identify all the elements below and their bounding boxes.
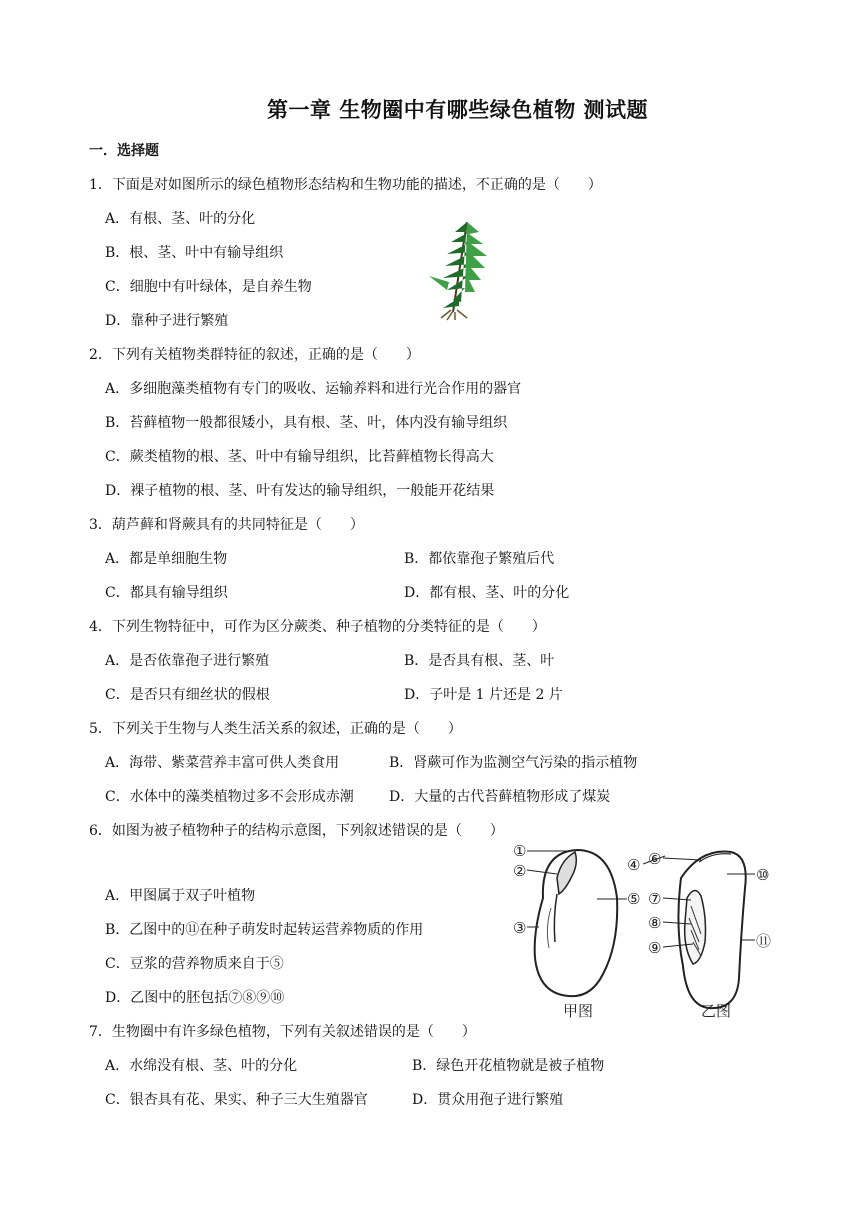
seed-label-2: ②	[513, 862, 527, 880]
question-3-option-d: D．都有根、茎、叶的分化	[404, 585, 570, 601]
question-5-stem: 5．下列关于生物与人类生活关系的叙述，正确的是（ ）	[89, 721, 462, 737]
question-4-option-b: B．是否具有根、茎、叶	[404, 653, 555, 669]
question-2-option-a: A．多细胞藻类植物有专门的吸收、运输养料和进行光合作用的器官	[105, 381, 522, 397]
page-title: 第一章 生物圈中有哪些绿色植物 测试题	[266, 98, 649, 122]
section-heading: 一．选择题	[89, 143, 159, 159]
question-2-stem: 2．下列有关植物类群特征的叙述，正确的是（ ）	[89, 347, 420, 363]
seed-caption-right: 乙图	[701, 1002, 732, 1020]
seed-caption-left: 甲图	[563, 1002, 594, 1020]
seed-label-4: ④	[627, 856, 641, 874]
question-6-stem: 6．如图为被子植物种子的结构示意图，下列叙述错误的是（ ）	[89, 823, 504, 839]
question-2-option-b: B．苔藓植物一般都很矮小，具有根、茎、叶，体内没有输导组织	[105, 415, 508, 431]
question-2-option-d: D．裸子植物的根、茎、叶有发达的输导组织，一般能开花结果	[105, 483, 495, 499]
question-6-option-a: A．甲图属于双子叶植物	[105, 888, 256, 904]
question-6-option-b: B．乙图中的⑪在种子萌发时起转运营养物质的作用	[105, 922, 424, 938]
seed-label-3: ③	[513, 919, 527, 937]
seed-label-1: ①	[513, 842, 527, 860]
question-3-option-b: B．都依靠孢子繁殖后代	[404, 551, 555, 567]
question-5-option-c: C．水体中的藻类植物过多不会形成赤潮	[105, 789, 354, 805]
seed-label-5: ⑤	[627, 890, 641, 908]
question-6-option-d: D．乙图中的胚包括⑦⑧⑨⑩	[105, 990, 285, 1006]
seed-label-6: ⑥	[648, 850, 662, 868]
question-1-option-c: C．细胞中有叶绿体，是自养生物	[105, 279, 312, 295]
question-4-option-d: D．子叶是 1 片还是 2 片	[404, 687, 563, 703]
question-1-option-d: D．靠种子进行繁殖	[105, 313, 229, 329]
question-4-stem: 4．下列生物特征中，可作为区分蕨类、种子植物的分类特征的是（ ）	[89, 619, 546, 635]
question-4-option-a: A．是否依靠孢子进行繁殖	[105, 653, 270, 669]
seed-label-9: ⑨	[648, 939, 662, 957]
question-7-option-d: D．贯众用孢子进行繁殖	[412, 1092, 564, 1108]
question-7-option-a: A．水绵没有根、茎、叶的分化	[105, 1058, 298, 1074]
question-4-option-c: C．是否只有细丝状的假根	[105, 687, 270, 703]
seed-label-11: ⑪	[756, 932, 772, 950]
question-1-option-a: A．有根、茎、叶的分化	[105, 211, 256, 227]
fern-image	[425, 212, 505, 322]
question-5-option-b: B．肾蕨可作为监测空气污染的指示植物	[389, 755, 638, 771]
question-5-option-d: D．大量的古代苔藓植物形成了煤炭	[389, 789, 611, 805]
question-7-stem: 7．生物圈中有许多绿色植物，下列有关叙述错误的是（ ）	[89, 1024, 476, 1040]
seed-structure-diagram	[505, 838, 785, 1020]
seed-label-7: ⑦	[648, 890, 662, 908]
question-1-stem: 1．下面是对如图所示的绿色植物形态结构和生物功能的描述，不正确的是（ ）	[89, 177, 602, 193]
question-5-option-a: A．海带、紫菜营养丰富可供人类食用	[105, 755, 340, 771]
question-7-option-b: B．绿色开花植物就是被子植物	[412, 1058, 605, 1074]
question-7-option-c: C．银杏具有花、果实、种子三大生殖器官	[105, 1092, 368, 1108]
seed-label-8: ⑧	[648, 914, 662, 932]
question-6-option-c: C．豆浆的营养物质来自于⑤	[105, 956, 284, 972]
question-3-stem: 3．葫芦藓和肾蕨具有的共同特征是（ ）	[89, 517, 364, 533]
question-2-option-c: C．蕨类植物的根、茎、叶中有输导组织，比苔藓植物长得高大	[105, 449, 494, 465]
question-3-option-a: A．都是单细胞生物	[105, 551, 228, 567]
question-1-option-b: B．根、茎、叶中有输导组织	[105, 245, 284, 261]
seed-label-10: ⑩	[756, 866, 770, 884]
question-3-option-c: C．都具有输导组织	[105, 585, 228, 601]
